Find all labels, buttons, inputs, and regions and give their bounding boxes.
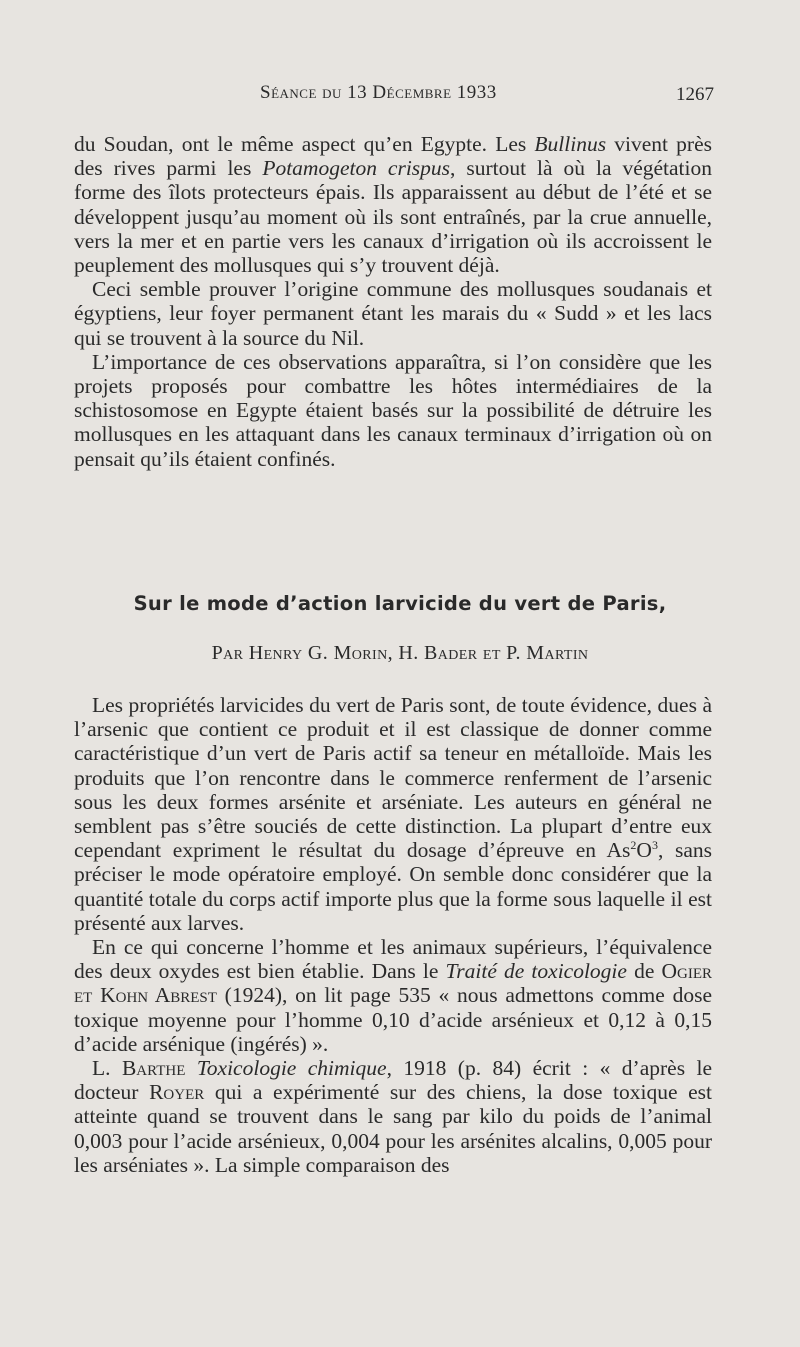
- page-number: 1267: [676, 84, 714, 105]
- article-body: [74, 693, 712, 1177]
- article-authors: Par Henry G. Morin, H. Bader et P. Martin: [211, 642, 589, 664]
- continued-text: [74, 132, 712, 471]
- paragraph: L. Barthe Toxicologie chimique, 1918 (p. 84) écrit : « d’après le docteur Royer qui a expérimenté sur des chiens, la dose toxique est atteinte quand se trouvent dans le sang par kilo du poids de l’animal 0,003 pour l’acide arsénieux, 0,004 pour les arsénites alcalins, 0,005 pour les arséniates ». La simple comparaison des: [74, 1056, 712, 1177]
- page-header: [0, 82, 800, 112]
- paragraph: Ceci semble prouver l’origine commune des mollusques soudanais et égyptiens, leur foyer permanent étant les marais du « Sudd » et les lacs qui se trouvent à la source du Nil.: [74, 277, 712, 350]
- paragraph: Les propriétés larvicides du vert de Paris sont, de toute évidence, dues à l’arsenic que contient ce produit et il est classique de donner comme caractéristique d’un vert de Paris actif sa teneur en métalloïde. Mais les produits que l’on rencontre dans le commerce renferment de l’arsenic sous les deux formes arsénite et arséniate. Les auteurs en général ne semblent pas s’être souciés de cette distinction. La plupart d’entre eux cependant expriment le résultat du dosage d’épreuve en $As^2O^3$, sans préciser le mode opératoire employé. On semble donc considérer que la quantité totale du corps actif importe plus que la forme sous laquelle il est présenté aux larves.: [74, 693, 712, 935]
- running-head: Séance du 13 Décembre 1933: [260, 82, 497, 103]
- paragraph: L’importance de ces observations apparaîtra, si l’on considère que les projets proposés pour combattre les hôtes intermédiaires de la schistosomose en Egypte étaient basés sur la possibilité de détruire les mollusques en les attaquant dans les canaux terminaux d’irrigation où on pensait qu’ils étaient confinés.: [74, 349, 712, 471]
- paragraph: En ce qui concerne l’homme et les animaux supérieurs, l’équivalence des deux oxydes est bien établie. Dans le Traité de toxicologie de Ogier et Kohn Abrest (1924), on lit page 535 « nous admettons comme dose toxique moyenne pour l’homme 0,10 d’acide arsénieux et 0,12 à 0,15 d’acide arsénique (ingérés) ».: [74, 935, 712, 1056]
- article-title: Sur le mode d’action larvicide du vert de Paris,: [133, 592, 667, 615]
- paragraph: du Soudan, ont le même aspect qu’en Egypte. Les Bullinus vivent près des rives parmi les Potamogeton crispus, surtout là où la végétation forme des îlots protecteurs épais. Ils apparaissent au début de l’été et se développent jusqu’au moment où ils sont entraînés, par la crue annuelle, vers la mer et en partie vers les canaux d’irrigation où ils accroissent le peuplement des mollusques qui s’y trouvent déjà.: [74, 132, 712, 278]
